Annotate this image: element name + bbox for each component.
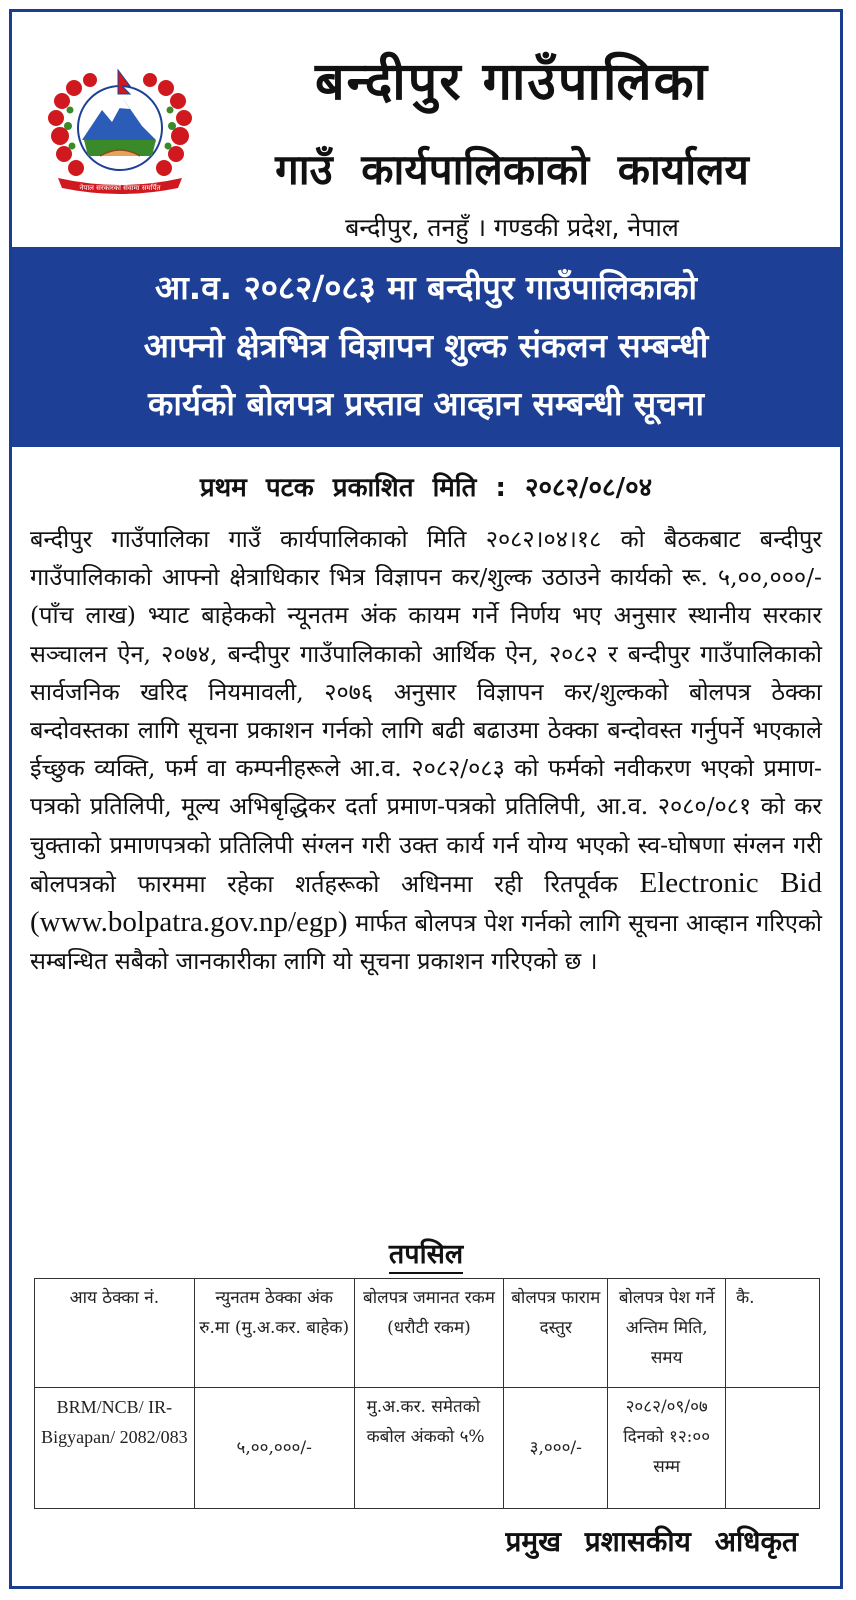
bid-security-cell: मु.अ.कर. समेतको कबोल अंकको ५% [354, 1388, 504, 1509]
banner-line-3: कार्यको बोलपत्र प्रस्ताव आव्हान सम्बन्धी सूचना [147, 384, 705, 423]
min-amount-cell: ५,००,०००/- [194, 1388, 354, 1509]
page-title: बन्दीपुर गाउँपालिका [314, 52, 710, 112]
body-text-before: बन्दीपुर गाउँपालिका गाउँ कार्यपालिकाको मिति २०८२।०४।१८ को बैठकबाट बन्दीपुर गाउँपालिकाको आफ्नो क्षेत्राधिकार भित्र विज्ञापन कर/शुल्क उठाउने कार्यको रू. ५,००,०००/- (पाँच लाख) भ्याट बाहेकको न्यूनतम अंक कायम गर्ने निर्णय भए अनुसार स्थानीय सरकार सञ्चालन ऐन, २०७४, बन्दीपुर गाउँपालिकाको आर्थिक ऐन, २०८२ र बन्दीपुर गाउँपालिकाको सार्वजनिक खरिद नियमावली, २०७६ अनुसार विज्ञापन कर/शुल्कको बोलपत्र ठेक्का बन्दोवस्तका लागि सूचना प्रकाशन गर्नको लागि बढी बढाउमा ठेक्का बन्दोवस्त गर्नुपर्ने भएकाले ईच्छुक व्यक्ति, फर्म वा कम्पनीहरूले आ.व. २०८२/०८३ को फर्मको नवीकरण भएको प्रमाण-पत्रको प्रतिलिपी, मूल्य अभिबृद्धिकर दर्ता प्रमाण-पत्रको प्रतिलिपी, आ.व. २०८०/०८१ को कर चुक्ताको प्रमाणपत्रको प्रतिलिपी संग्लन गरी उक्त कार्य गर्न योग्य भएको स्व-घोषणा संग्लन गरी बोलपत्रको फारममा रहेका शर्तहरूको अधिनमा रही रितपूर्वक [30, 525, 822, 898]
table-header-row [35, 1279, 820, 1388]
table-header-cell: न्युनतम ठेक्का अंक रु.मा (मु.अ.कर. बाहेक) [194, 1279, 354, 1388]
published-separator: : [495, 473, 506, 503]
published-date: २०८२/०८/०४ [524, 473, 653, 503]
notice-body [30, 520, 822, 980]
table-header-cell: बोलपत्र फाराम दस्तुर [504, 1279, 608, 1388]
office-address: बन्दीपुर, तनहुँ । गण्डकी प्रदेश, नेपाल [345, 213, 679, 242]
table-header-cell: बोलपत्र पेश गर्ने अन्तिम मिति, समय [608, 1279, 726, 1388]
remarks-cell [726, 1388, 820, 1509]
schedule-heading [12, 1234, 840, 1271]
nepal-emblem-icon [38, 66, 202, 196]
table-row [35, 1388, 820, 1509]
body-text-after: मार्फत बोलपत्र पेश गर्नको लागि सूचना आव्हान गरिएको सम्बन्धित सबैको जानकारीका लागि यो सूचना प्रकाशन गरिएको छ । [30, 909, 822, 976]
signature-title: प्रमुख प्रशासकीय अधिकृत [505, 1525, 798, 1558]
schedule-table [34, 1278, 820, 1509]
header [12, 12, 840, 244]
contract-no-cell: BRM/NCB/ IR-Bigyapan/ 2082/083 [35, 1388, 195, 1509]
table-header-cell: बोलपत्र जमानत रकम (धरौटी रकम) [354, 1279, 504, 1388]
schedule-heading-text: तपसिल [389, 1239, 463, 1274]
published-label: प्रथम पटक प्रकाशित मिति [199, 473, 477, 503]
banner-line-2: आफ्नो क्षेत्रभित्र विज्ञापन शुल्क संकलन सम्बन्धी [143, 326, 709, 365]
table-header-cell: कै. [726, 1279, 820, 1388]
emblem-ribbon-text: नेपाल सरकारको सेवामा समर्पित [79, 184, 161, 192]
table-header-cell: आय ठेक्का नं. [35, 1279, 195, 1388]
office-subtitle: गाउँ कार्यपालिकाको कार्यालय [275, 145, 749, 194]
banner-line-1: आ.व. २०८२/०८३ मा बन्दीपुर गाउँपालिकाको [154, 268, 698, 307]
form-fee-cell: ३,०००/- [504, 1388, 608, 1509]
notice-page [9, 9, 843, 1589]
body-text-latin: Electronic Bid (www.bolpatra.gov.np/egp) [30, 866, 822, 939]
notice-banner [12, 247, 840, 447]
deadline-cell: २०८२/०९/०७ दिनको १२:०० सम्म [608, 1388, 726, 1509]
published-date-line [12, 468, 840, 504]
